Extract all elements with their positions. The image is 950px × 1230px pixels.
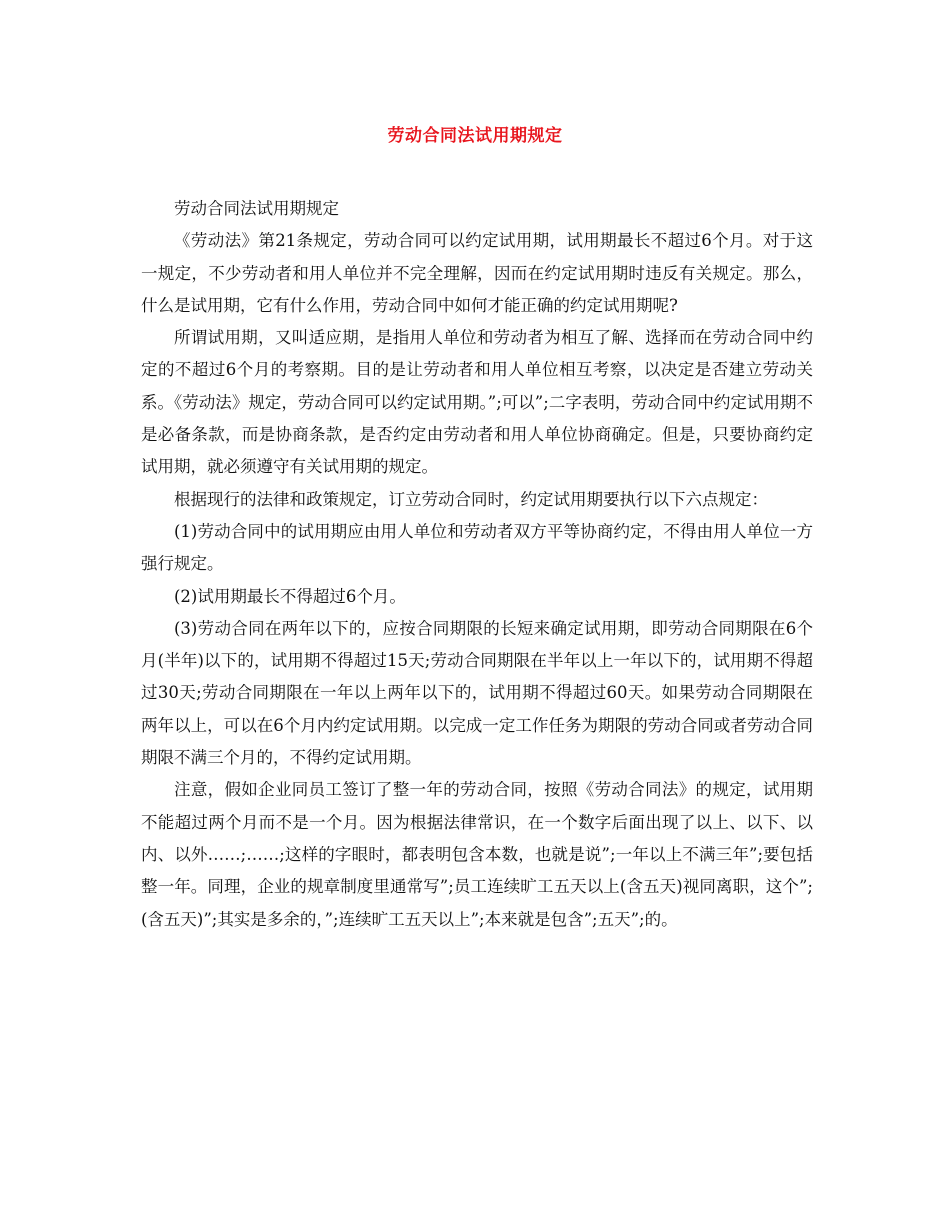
rule-2-paragraph: (2)试用期最长不得超过6个月。 [174,586,406,606]
rule-1-paragraph: (1)劳动合同中的试用期应由用人单位和劳动者双方平等协商约定，不得由用人单位一方强行规定。 [141,521,813,574]
definition-paragraph: 所谓试用期，又叫适应期，是指用人单位和劳动者为相互了解、选择而在劳动合同中约定的不超过6个月的考察期。目的是让劳动者和用人单位相互考察，以决定是否建立劳动关系。《劳动法》规定，劳动合同可以约定试用期。”;可以”;二字表明，劳动合同中约定试用期不是必备条款，而是协商条款，是否约定由劳动者和用人单位协商确定。但是，只要协商约定试用期，就必须遵守有关试用期的规定。 [141,328,813,477]
note-paragraph: 注意，假如企业同员工签订了整一年的劳动合同，按照《劳动合同法》的规定，试用期不能超过两个月而不是一个月。因为根据法律常识，在一个数字后面出现了以上、以下、以内、以外……;……;这样的字眼时，都表明包含本数，也就是说”;一年以上不满三年”;要包括整一年。同理，企业的规章制度里通常写”;员工连续旷工五天以上(含五天)视同离职，这个”;(含五天)”;其实是多余的，”;连续旷工五天以上”;本来就是包含”;五天”;的。 [141,780,813,929]
document-body [141,193,813,936]
rules-intro-paragraph: 根据现行的法律和政策规定，订立劳动合同时，约定试用期要执行以下六点规定： [174,489,768,509]
intro-paragraph: 《劳动法》第21条规定，劳动合同可以约定试用期，试用期最长不超过6个月。对于这一规定，不少劳动者和用人单位并不完全理解，因而在约定试用期时违反有关规定。那么，什么是试用期，它有什么作用，劳动合同中如何才能正确的约定试用期呢? [141,231,813,315]
rule-3-paragraph: (3)劳动合同在两年以下的，应按合同期限的长短来确定试用期，即劳动合同期限在6个月(半年)以下的，试用期不得超过15天;劳动合同期限在半年以上一年以下的，试用期不得超过30天;劳动合同期限在一年以上两年以下的，试用期不得超过60天。如果劳动合同期限在两年以上，可以在6个月内约定试用期。以完成一定工作任务为期限的劳动合同或者劳动合同期限不满三个月的，不得约定试用期。 [141,618,813,768]
document-title: 劳动合同法试用期规定 [387,126,563,146]
subtitle-paragraph: 劳动合同法试用期规定 [174,199,339,218]
